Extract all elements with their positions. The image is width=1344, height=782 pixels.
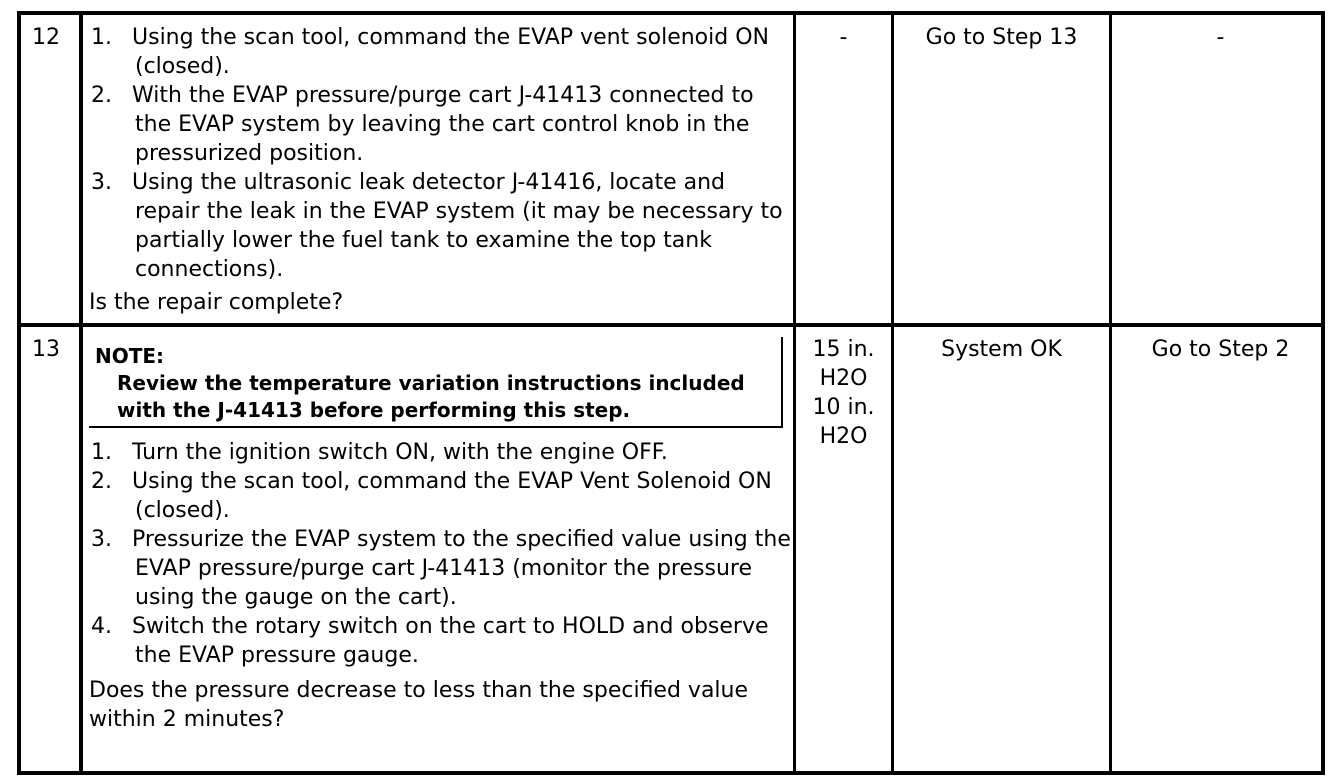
step-index: 1. bbox=[91, 25, 112, 50]
step-number: 12 bbox=[32, 25, 60, 50]
step-index: 3. bbox=[91, 170, 112, 195]
yes-cell bbox=[894, 15, 1109, 323]
action-step bbox=[89, 467, 793, 525]
note-title: NOTE: bbox=[95, 344, 165, 368]
step-cell bbox=[21, 327, 79, 771]
step-text: Turn the ignition switch ON, with the engine OFF. bbox=[132, 440, 668, 465]
step-index: 2. bbox=[91, 83, 112, 108]
action-step bbox=[89, 168, 793, 284]
value-cell bbox=[796, 327, 891, 771]
step-text: With the EVAP pressure/purge cart J-41413 connected to the EVAP system by leaving the cart control knob in the pressurized position. bbox=[132, 83, 754, 166]
step-text: Using the scan tool, command the EVAP vent solenoid ON (closed). bbox=[132, 25, 769, 79]
step-text: Using the scan tool, command the EVAP Vent Solenoid ON (closed). bbox=[132, 469, 772, 523]
action-step bbox=[89, 438, 793, 467]
value-text: - bbox=[839, 25, 848, 50]
step-index: 2. bbox=[91, 469, 112, 494]
yes-result-text: System OK bbox=[941, 337, 1062, 362]
yes-cell bbox=[894, 327, 1109, 771]
table-row-step-12 bbox=[21, 15, 1321, 327]
action-steps-list bbox=[89, 23, 793, 284]
value-line: 15 in. bbox=[812, 337, 875, 362]
value-line: 10 in. bbox=[812, 395, 875, 420]
no-result-text: - bbox=[1216, 25, 1225, 50]
yes-result-text: Go to Step 13 bbox=[925, 25, 1078, 50]
action-steps-list bbox=[89, 438, 793, 670]
diagnostic-table bbox=[17, 11, 1325, 775]
value-cell bbox=[796, 15, 891, 323]
step-index: 1. bbox=[91, 440, 112, 465]
note-box bbox=[89, 337, 783, 428]
value-line: H2O bbox=[819, 424, 868, 449]
step-cell bbox=[21, 15, 79, 323]
action-step bbox=[89, 525, 793, 612]
no-result-text: Go to Step 2 bbox=[1151, 337, 1290, 362]
note-body: Review the temperature variation instructions included with the J-41413 before performing this step. bbox=[117, 371, 745, 422]
no-cell bbox=[1112, 327, 1329, 771]
step-index: 4. bbox=[91, 614, 112, 639]
no-cell bbox=[1112, 15, 1329, 323]
step-number: 13 bbox=[32, 337, 60, 362]
step-text: Pressurize the EVAP system to the specified value using the EVAP pressure/purge cart J-41413 (monitor the pressure using the gauge on the cart). bbox=[132, 527, 791, 610]
action-cell bbox=[83, 327, 793, 771]
action-step bbox=[89, 23, 793, 81]
step-text: Using the ultrasonic leak detector J-41416, locate and repair the leak in the EVAP system (it may be necessary to partially lower the fuel tank to examine the top tank connections). bbox=[132, 170, 783, 282]
value-text bbox=[796, 327, 891, 451]
action-question: Is the repair complete? bbox=[89, 290, 344, 315]
action-cell bbox=[83, 15, 793, 323]
step-index: 3. bbox=[91, 527, 112, 552]
action-step bbox=[89, 612, 793, 670]
action-step bbox=[89, 81, 793, 168]
value-line: H2O bbox=[819, 366, 868, 391]
action-question: Does the pressure decrease to less than the specified value within 2 minutes? bbox=[89, 678, 749, 732]
step-text: Switch the rotary switch on the cart to HOLD and observe the EVAP pressure gauge. bbox=[132, 614, 769, 668]
table-row-step-13 bbox=[21, 327, 1321, 771]
